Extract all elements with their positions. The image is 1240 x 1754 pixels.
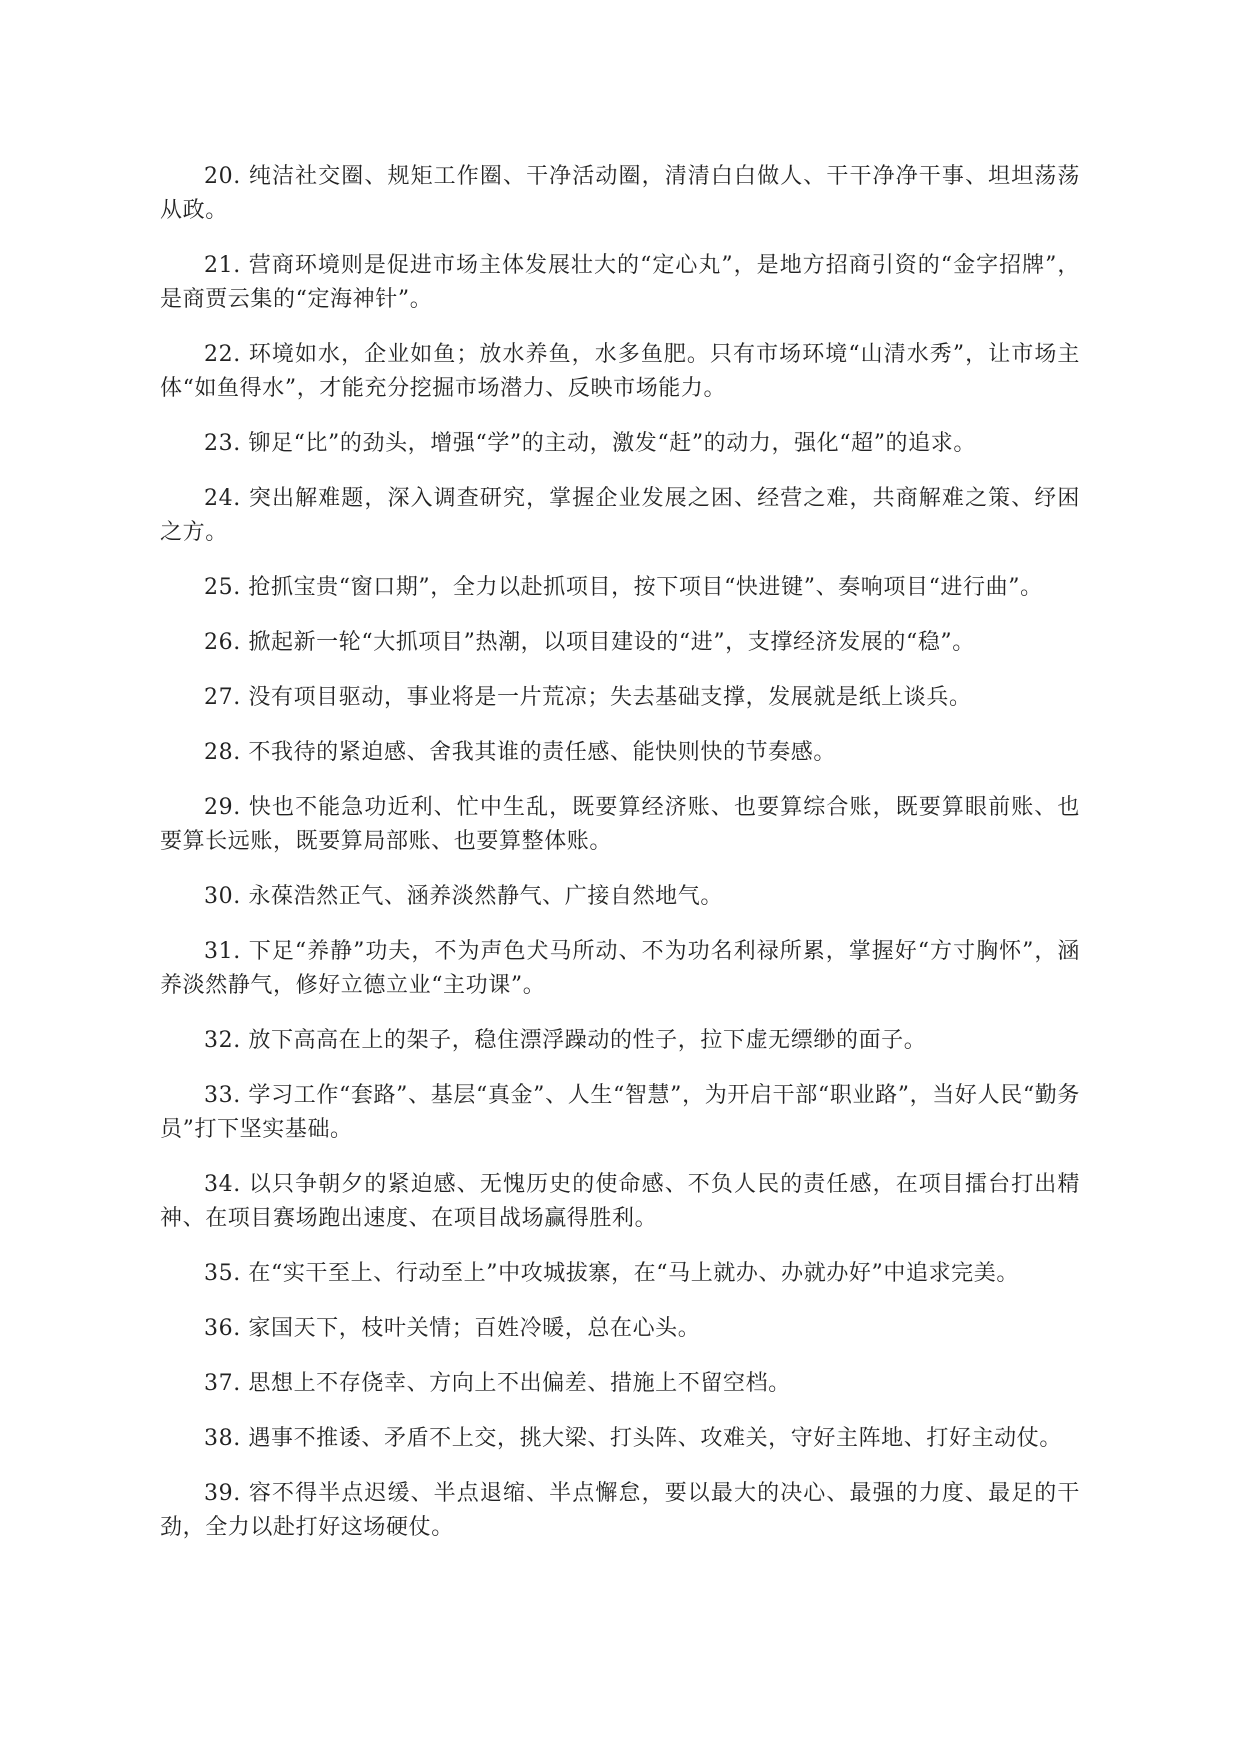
paragraph-22: 22. 环境如水，企业如鱼；放水养鱼，水多鱼肥。只有市场环境“山清水秀”，让市场主体“如鱼得水”，才能充分挖掘市场潜力、反映市场能力。 [160, 342, 1080, 401]
paragraph-35: 35. 在“实干至上、行动至上”中攻城拔寨，在“马上就办、办就办好”中追求完美。 [204, 1261, 1019, 1286]
paragraph-38: 38. 遇事不推诿、矛盾不上交，挑大梁、打头阵、攻难关，守好主阵地、打好主动仗。 [204, 1426, 1062, 1451]
paragraph-30: 30. 永葆浩然正气、涵养淡然静气、广接自然地气。 [204, 884, 723, 909]
paragraph-29: 29. 快也不能急功近利、忙中生乱，既要算经济账、也要算综合账，既要算眼前账、也要算长远账，既要算局部账、也要算整体账。 [160, 795, 1080, 854]
paragraph-20: 20. 纯洁社交圈、规矩工作圈、干净活动圈，清清白白做人、干干净净干事、坦坦荡荡从政。 [160, 164, 1080, 223]
paragraph-28: 28. 不我待的紧迫感、舍我其谁的责任感、能快则快的节奏感。 [204, 740, 836, 765]
paragraph-32: 32. 放下高高在上的架子，稳住漂浮躁动的性子，拉下虚无缥缈的面子。 [204, 1028, 927, 1053]
document-body [160, 160, 1080, 1566]
paragraph-25: 25. 抢抓宝贵“窗口期”，全力以赴抓项目，按下项目“快进键”、奏响项目“进行曲”。 [204, 575, 1043, 600]
paragraph-24: 24. 突出解难题，深入调查研究，掌握企业发展之困、经营之难，共商解难之策、纾困之方。 [160, 486, 1080, 545]
paragraph-31: 31. 下足“养静”功夫，不为声色犬马所动、不为功名利禄所累，掌握好“方寸胸怀”，涵养淡然静气，修好立德立业“主功课”。 [160, 939, 1080, 998]
paragraph-27: 27. 没有项目驱动，事业将是一片荒凉；失去基础支撑，发展就是纸上谈兵。 [204, 685, 972, 710]
paragraph-26: 26. 掀起新一轮“大抓项目”热潮，以项目建设的“进”，支撑经济发展的“稳”。 [204, 630, 975, 655]
paragraph-36: 36. 家国天下，枝叶关情；百姓冷暖，总在心头。 [204, 1316, 701, 1341]
paragraph-37: 37. 思想上不存侥幸、方向上不出偏差、措施上不留空档。 [204, 1371, 791, 1396]
paragraph-39: 39. 容不得半点迟缓、半点退缩、半点懈怠，要以最大的决心、最强的力度、最足的干劲，全力以赴打好这场硬仗。 [160, 1481, 1080, 1540]
paragraph-21: 21. 营商环境则是促进市场主体发展壮大的“定心丸”，是地方招商引资的“金字招牌”，是商贾云集的“定海神针”。 [160, 253, 1080, 312]
paragraph-33: 33. 学习工作“套路”、基层“真金”、人生“智慧”，为开启干部“职业路”，当好人民“勤务员”打下坚实基础。 [160, 1083, 1080, 1142]
paragraph-34: 34. 以只争朝夕的紧迫感、无愧历史的使命感、不负人民的责任感，在项目擂台打出精神、在项目赛场跑出速度、在项目战场赢得胜利。 [160, 1172, 1080, 1231]
paragraph-23: 23. 铆足“比”的劲头，增强“学”的主动，激发“赶”的动力，强化“超”的追求。 [204, 431, 976, 456]
